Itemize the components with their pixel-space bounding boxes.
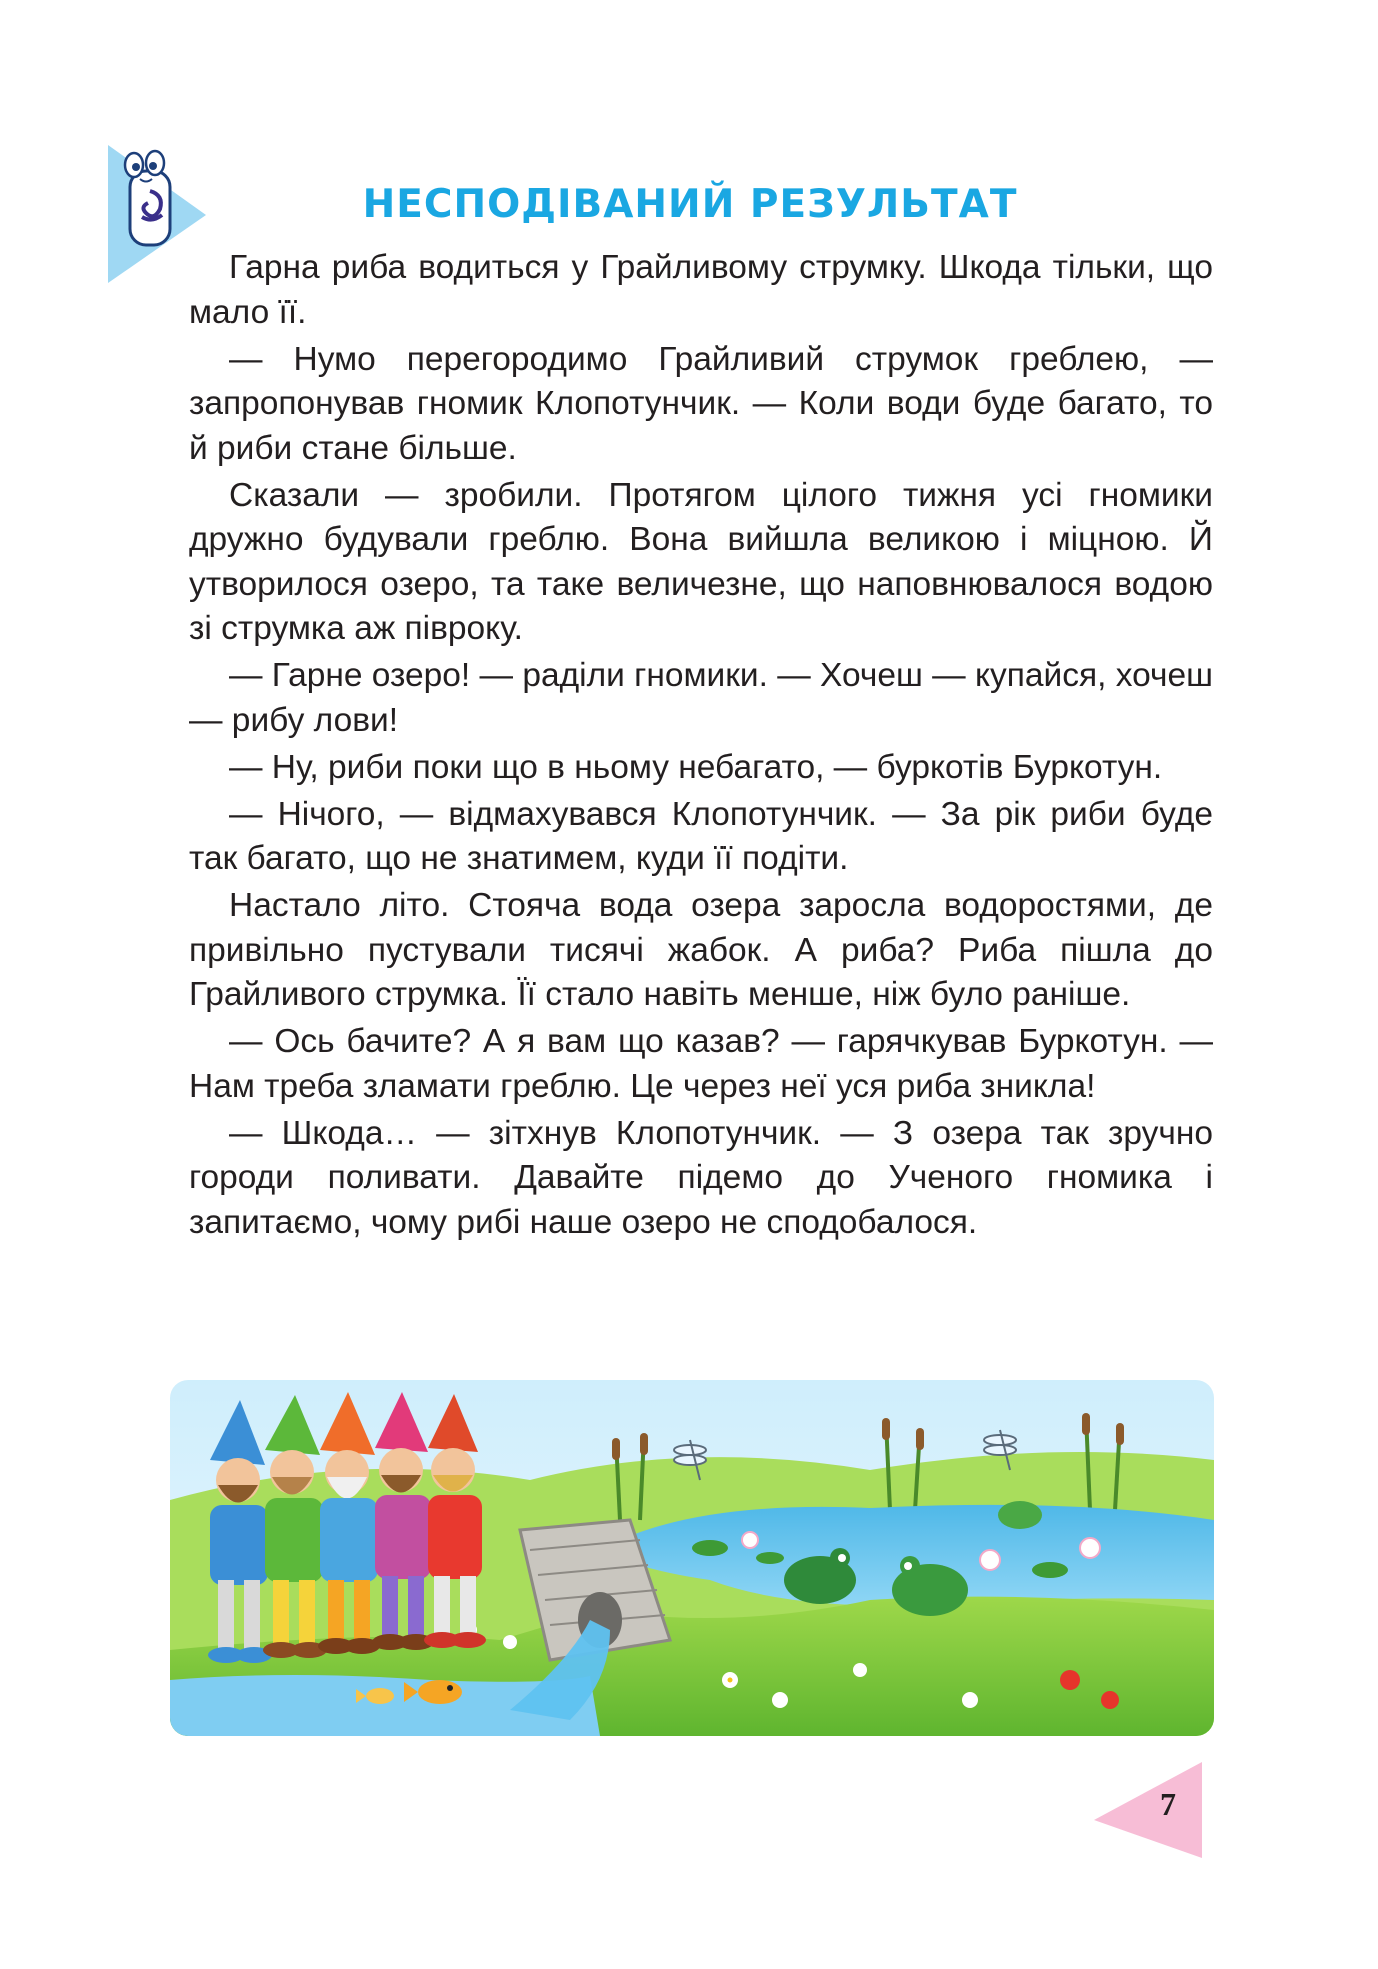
story-paragraph: — Ось бачите? А я вам що казав? — гарячкував Буркотун. — Нам треба зламати греблю. Це через неї уся риба зникла!: [189, 1023, 1213, 1105]
gnomes-pond-illustration: [170, 1380, 1214, 1736]
story-paragraph: Сказали — зробили. Протягом цілого тижня усі гномики дружно будували греблю. Вона вийшла великою і міцною. Й утворилося озеро, та таке величезне, що наповнювалося водою зі струмка аж півроку.: [189, 476, 1213, 647]
story-text: [189, 246, 1213, 1248]
story-title: НЕСПОДІВАНИЙ РЕЗУЛЬТАТ: [362, 182, 1018, 227]
story-paragraph: — Гарне озеро! — раділи гномики. — Хочеш — купайся, хочеш — рибу лови!: [189, 657, 1213, 739]
story-paragraph: — Ну, риби поки що в ньому небагато, — буркотів Буркотун.: [229, 748, 1163, 786]
story-paragraph: Гарна риба водиться у Грайливому струмку. Шкода тільки, що мало її.: [189, 249, 1213, 331]
story-paragraph: — Шкода… — зітхнув Клопотунчик. — З озера так зручно городи поливати. Давайте підемо до Ученого гномика і запитаємо, чому рибі наше озеро не сподобалося.: [189, 1114, 1213, 1241]
story-paragraph: — Нічого, — відмахувався Клопотунчик. — За рік риби буде так багато, що не знатимем, куди її подіти.: [189, 795, 1213, 877]
page-number: 7: [1160, 1786, 1176, 1822]
story-paragraph: Настало літо. Стояча вода озера заросла водоростями, де привільно пустували тисячі жабок. А риба? Риба пішла до Грайливого струмка. Її стало навіть менше, ніж було раніше.: [189, 887, 1213, 1013]
story-paragraph: — Нумо перегородимо Грайливий струмок греблею, — запропонував гномик Клопотунчик. — Коли води буде багато, то й риби стане більше.: [189, 340, 1213, 467]
